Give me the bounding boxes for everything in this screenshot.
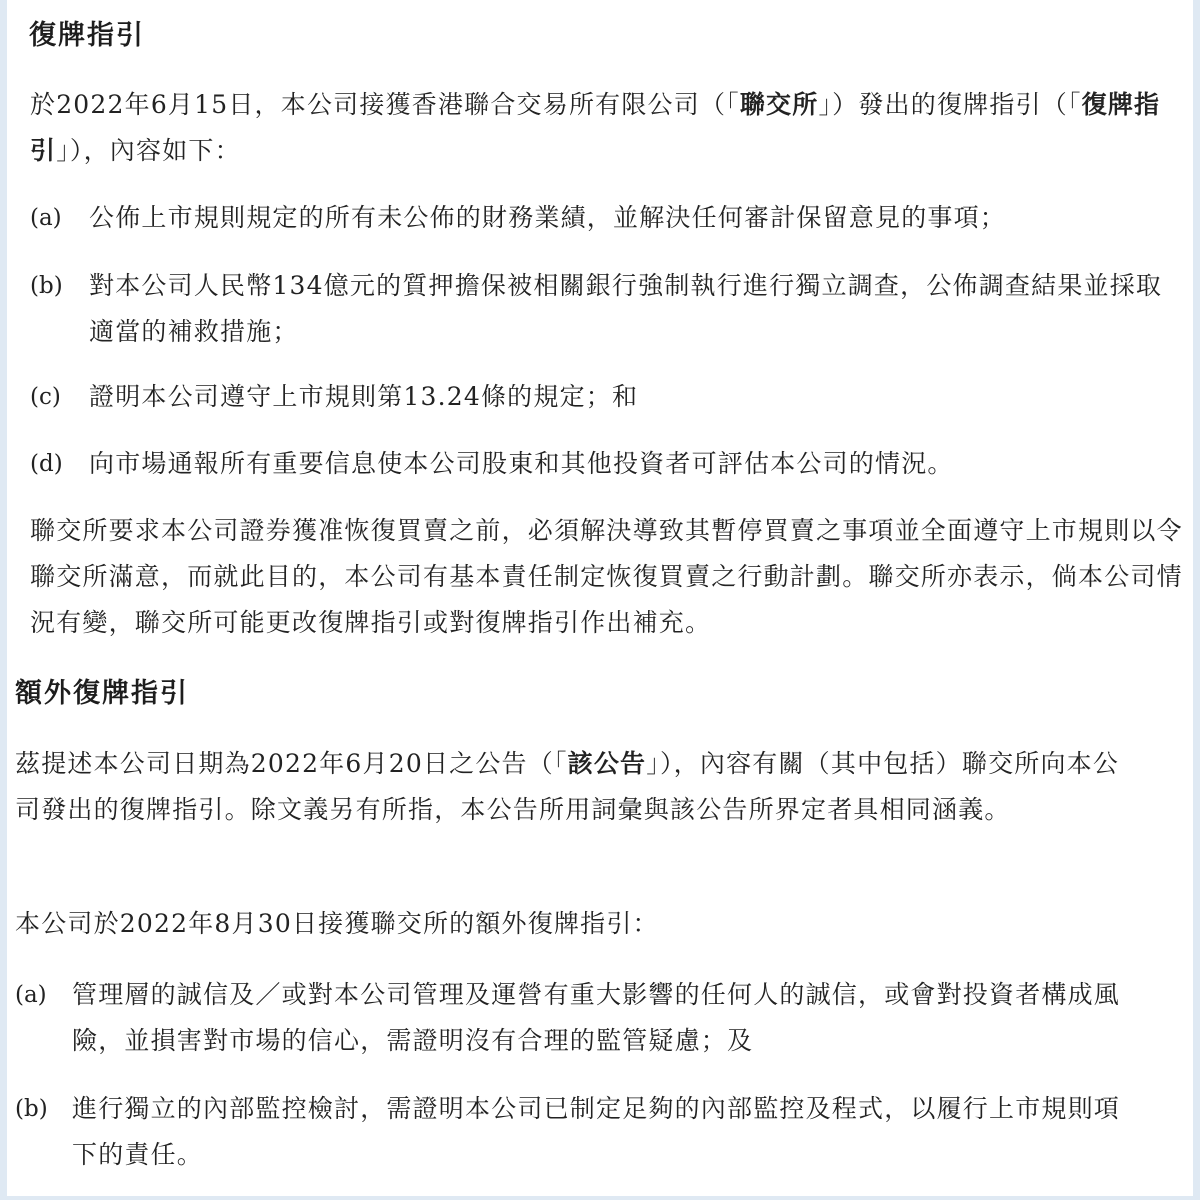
list-item-text: 進行獨立的內部監控檢討，需證明本公司已制定足夠的內部監控及程式，以履行上市規則項下的責任。 xyxy=(72,1094,1121,1169)
list-item xyxy=(30,195,1185,241)
list-marker: (a) xyxy=(30,205,62,231)
list-marker: (a) xyxy=(15,982,47,1008)
list-item-text: 對本公司人民幣134億元的質押擔保被相關銀行強制執行進行獨立調查，公佈調查結果並採取適當的補救措施； xyxy=(89,271,1163,346)
defined-term-announcement: 該公告 xyxy=(567,749,647,778)
list-marker: (c) xyxy=(30,384,61,410)
section-heading-resumption-guidance: 復牌指引 xyxy=(29,20,145,51)
document-page xyxy=(7,0,1193,1196)
list-item xyxy=(15,1086,1144,1178)
resumption-guidance-closing: 聯交所要求本公司證券獲准恢復買賣之前，必須解決導致其暫停買賣之事項並全面遵守上市規則以令聯交所滿意，而就此目的，本公司有基本責任制定恢復買賣之行動計劃。聯交所亦表示，倘本公司情況有變，聯交所可能更改復牌指引或對復牌指引作出補充。 xyxy=(30,516,1183,637)
list-item xyxy=(30,441,1185,487)
list-item xyxy=(30,374,1185,420)
list-marker: (b) xyxy=(30,273,63,299)
list-item xyxy=(30,263,1185,355)
defined-term-resumption-guidance: 復牌指引 xyxy=(30,90,1161,165)
list-item-text: 管理層的誠信及／或對本公司管理及運營有重大影響的任何人的誠信，或會對投資者構成風險，並損害對市場的信心，需證明沒有合理的監管疑慮；及 xyxy=(72,980,1121,1055)
list-item-text: 公佈上市規則規定的所有未公佈的財務業績，並解決任何審計保留意見的事項； xyxy=(89,203,1007,232)
list-marker: (b) xyxy=(15,1096,48,1122)
additional-guidance-lead: 本公司於2022年8月30日接獲聯交所的額外復牌指引： xyxy=(15,909,659,938)
announcement-reference: 茲提述本公司日期為2022年6月20日之公告（「該公告」），內容有關（其中包括）聯交所向本公司發出的復牌指引。除文義另有所指，本公告所用詞彙與該公告所界定者具相同涵義。 xyxy=(15,749,1120,824)
list-marker: (d) xyxy=(30,451,63,477)
section-heading-additional-guidance: 額外復牌指引 xyxy=(15,678,189,709)
list-item-text: 證明本公司遵守上市規則第13.24條的規定；和 xyxy=(89,382,639,411)
resumption-guidance-intro: 於2022年6月15日，本公司接獲香港聯合交易所有限公司（「聯交所」）發出的復牌指引（「復牌指引」），內容如下： xyxy=(30,90,1161,165)
list-item xyxy=(15,972,1144,1064)
defined-term-stock-exchange: 聯交所 xyxy=(739,90,819,119)
list-item-text: 向市場通報所有重要信息使本公司股東和其他投資者可評估本公司的情況。 xyxy=(89,449,954,478)
